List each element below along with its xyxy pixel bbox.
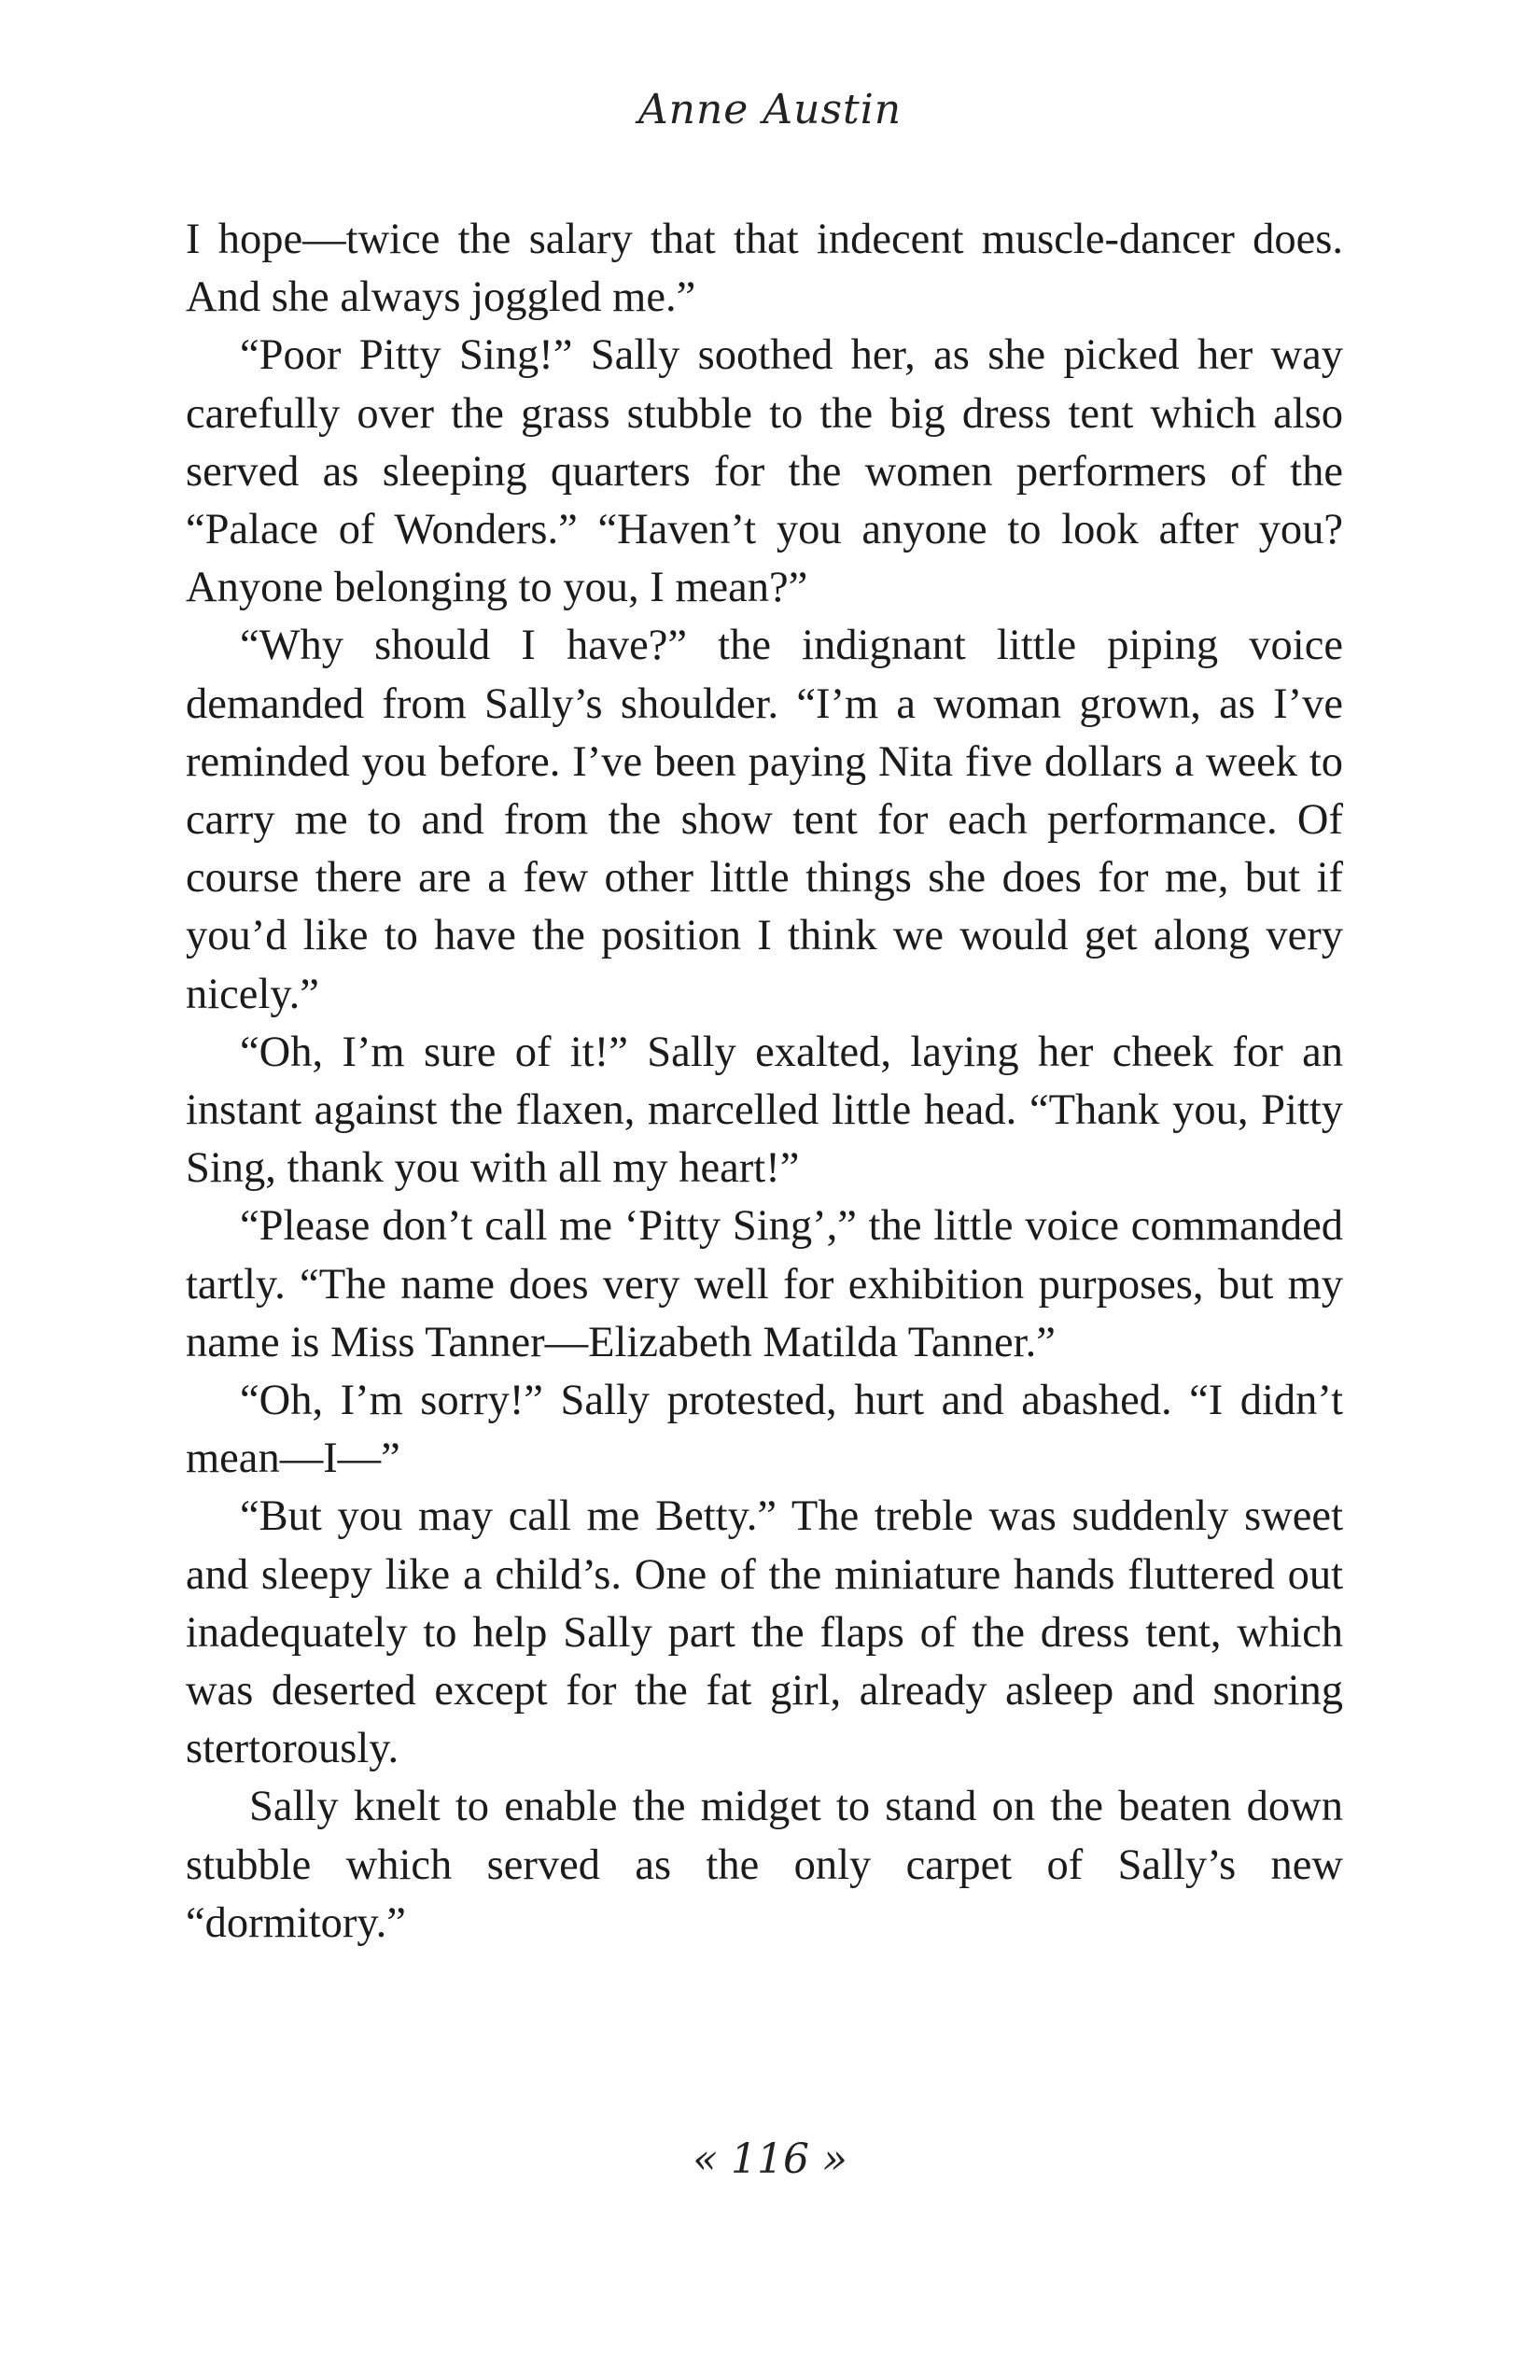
paragraph: “Poor Pitty Sing!” Sally soothed her, as she picked her way carefully over the grass stubble to the big dress tent which also served as sleeping quarters for the women performers of the “Palace of Wonders.” “Haven’t you anyone to look after you? Anyone belonging to you, I mean?” <box>186 331 1343 612</box>
paragraph: “Please don’t call me ‘Pitty Sing’,” the little voice commanded tartly. “The name does very well for exhibition purposes, but my name is Miss Tanner—Elizabeth Matilda Tanner.” <box>186 1202 1343 1366</box>
paragraph: “Why should I have?” the indignant little piping voice demanded from Sally’s shoulder. “I’m a woman grown, as I’ve reminded you before. I’ve been paying Nita five dollars a week to carry me to and from the show tent for each performance. Of course there are a few other little things she does for me, but if you’d like to have the position I think we would get along very nicely.” <box>186 622 1343 1018</box>
paragraph: I hope—twice the salary that that indecent muscle-dancer does. And she always joggled me.” <box>186 216 1343 322</box>
page-number: « 116 » <box>693 2135 847 2183</box>
paragraph: Sally knelt to enable the midget to stand on the beaten down stubble which served as the only carpet of Sally’s new “dormitory.” <box>186 1783 1343 1947</box>
paragraph: “But you may call me Betty.” The treble was suddenly sweet and sleepy like a child’s. One of the miniature hands fluttered out inadequately to help Sally part the flaps of the dress tent, which was deserted except for the fat girl, already asleep and snoring stertorously. <box>186 1492 1343 1773</box>
running-header-author: Anne Austin <box>637 86 903 133</box>
paragraph: “Oh, I’m sure of it!” Sally exalted, laying her cheek for an instant against the flaxen, marcelled little head. “Thank you, Pitty Sing, thank you with all my heart!” <box>186 1028 1343 1193</box>
body-text <box>186 211 1343 1953</box>
paragraph: “Oh, I’m sorry!” Sally protested, hurt and abashed. “I didn’t mean—I—” <box>186 1377 1343 1483</box>
